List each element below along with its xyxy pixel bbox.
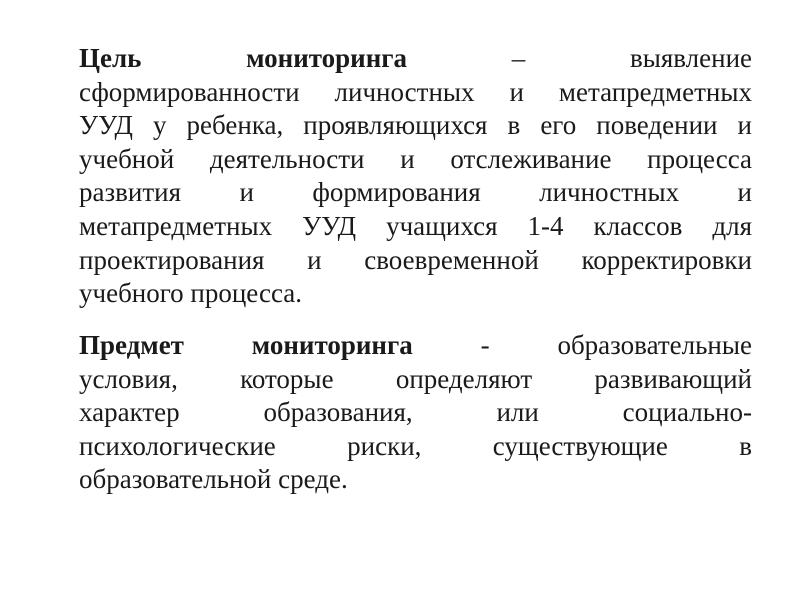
paragraph-line: проектирования и своевременной корректировки [79,244,752,275]
monitoring-subject-paragraph [79,329,752,497]
paragraph-line: психологические риски, существующие в [79,430,752,461]
paragraph-line: образовательной среде. [79,464,348,495]
paragraph-line: условия, которые определяют развивающий [79,363,752,394]
paragraph-line: учебного процесса. [79,278,302,309]
paragraph-line: развития и формирования личностных и [79,177,752,208]
paragraph-line: характер образования, или социально- [79,397,752,428]
paragraph-line: учебной деятельности и отслеживание процесса [79,143,752,174]
paragraph-line: УУД у ребенка, проявляющихся в его поведении и [79,110,752,141]
monitoring-goal-paragraph [79,42,752,311]
monitoring-subject-term: Предмет мониторинга [79,330,413,360]
paragraph-line: метапредметных УУД учащихся 1-4 классов для [79,210,752,241]
paragraph-line: Предмет мониторинга - образовательные [79,330,752,360]
paragraph-line: сформированности личностных и метапредметных [79,76,752,107]
paragraph-line: Цель мониторинга – выявление [79,43,752,73]
monitoring-goal-term: Цель мониторинга [79,43,408,73]
